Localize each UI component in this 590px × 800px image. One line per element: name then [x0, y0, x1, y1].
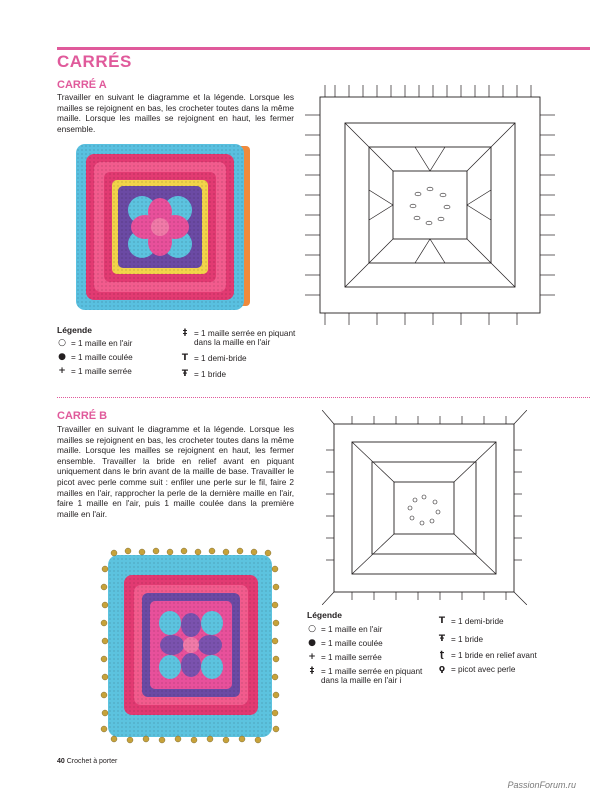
legend-item [57, 338, 133, 348]
carre-a-legend-right [180, 328, 295, 379]
legend-label: = 1 bride [451, 634, 484, 644]
dc-icon: Ŧ [438, 634, 446, 644]
legend-label: = 1 maille serrée en piquant [321, 666, 423, 676]
legend-label: = 1 maille en l'air [71, 338, 133, 348]
plus-sc-icon: + [58, 366, 66, 376]
legend-label: = 1 maille coulée [71, 352, 133, 362]
legend-item [194, 338, 295, 347]
page-number: 40 [57, 758, 65, 765]
legend-label: = 1 maille en l'air [321, 624, 383, 634]
legend-item [307, 652, 422, 662]
page-title: CARRÉS [57, 52, 132, 71]
fpdc-icon: ʈ [439, 650, 445, 660]
magazine-name: Crochet à porter [66, 758, 118, 765]
legend-label: = 1 maille coulée [321, 638, 383, 648]
sc-front-loop-icon: ‡ [309, 666, 315, 676]
carre-b-diagram [322, 410, 527, 605]
legend-item [57, 366, 133, 376]
legend-label: = 1 maille serrée [71, 366, 132, 376]
carre-b-photo [100, 545, 280, 745]
legend-item [180, 328, 295, 338]
section-separator [57, 397, 590, 398]
legend-item [437, 664, 537, 674]
legend-label: = 1 demi-bride [451, 616, 504, 626]
plus-sc-icon: + [308, 652, 316, 662]
carre-a-diagram [305, 85, 555, 325]
page-footer [57, 758, 117, 765]
carre-a-legend-title: Légende [57, 325, 92, 335]
carre-a-title: CARRÉ A [57, 79, 107, 91]
picot-bead-icon: ϙ [438, 664, 446, 674]
legend-label: = picot avec perle [451, 664, 516, 674]
carre-b-title: CARRÉ B [57, 410, 108, 422]
legend-item [57, 352, 133, 362]
carre-a-photo [72, 140, 252, 315]
watermark: PassionForum.ru [507, 780, 576, 790]
oval-chain-icon: ○ [308, 624, 316, 634]
legend-item [437, 616, 537, 626]
carre-b-instructions: Travailler en suivant le diagramme et la légende. Lorsque les mailles se rejoignent en bas, les crocheter toutes dans la même maille. Lorsque les mailles se rejoignent en haut, les fermer ensemble. Travailler la bride en relief avant en piquant uniquement dans le brin avant de la maille de base. Travailler le picot avec perle comme suit : enfiler une perle sur le fil, faire 2 mailles en l'air, rapprocher la perle de la dernière maille en l'air, faire 1 maille en l'air, puis 1 maille coulée dans la première maille en l'air. [57, 424, 294, 519]
legend-item [180, 369, 295, 379]
carre-b-legend-right [437, 616, 537, 674]
carre-b-legend-left [307, 624, 422, 685]
legend-item [180, 353, 295, 363]
legend-label: = 1 maille serrée [321, 652, 382, 662]
hdc-icon: T [181, 353, 189, 363]
carre-a-legend-left [57, 338, 133, 376]
legend-item [437, 634, 537, 644]
legend-label: = 1 bride [194, 369, 227, 379]
legend-item [307, 638, 422, 648]
legend-item [437, 650, 537, 660]
filled-dot-slip-icon: ● [308, 638, 316, 648]
legend-label-continued: dans la maille en l'air [194, 338, 271, 347]
oval-chain-icon: ○ [58, 338, 66, 348]
legend-item [307, 666, 422, 676]
dc-icon: Ŧ [181, 369, 189, 379]
carre-b-legend-title: Légende [307, 610, 342, 620]
header-rule [57, 47, 590, 50]
legend-label: = 1 demi-bride [194, 353, 247, 363]
filled-dot-slip-icon: ● [58, 352, 66, 362]
legend-label: = 1 maille serrée en piquant [194, 328, 296, 338]
legend-item [307, 624, 422, 634]
sc-front-loop-icon: ‡ [182, 328, 188, 338]
legend-label-continued: dans la maille en l'air i [321, 676, 402, 685]
hdc-icon: T [438, 616, 446, 626]
carre-a-instructions: Travailler en suivant le diagramme et la légende. Lorsque les mailles se rejoignent en bas, les crocheter toutes dans la même maille. Lorsque les mailles se rejoignent en haut, les fermer ensemble. [57, 92, 294, 134]
legend-label: = 1 bride en relief avant [451, 650, 537, 660]
legend-item [321, 676, 422, 685]
